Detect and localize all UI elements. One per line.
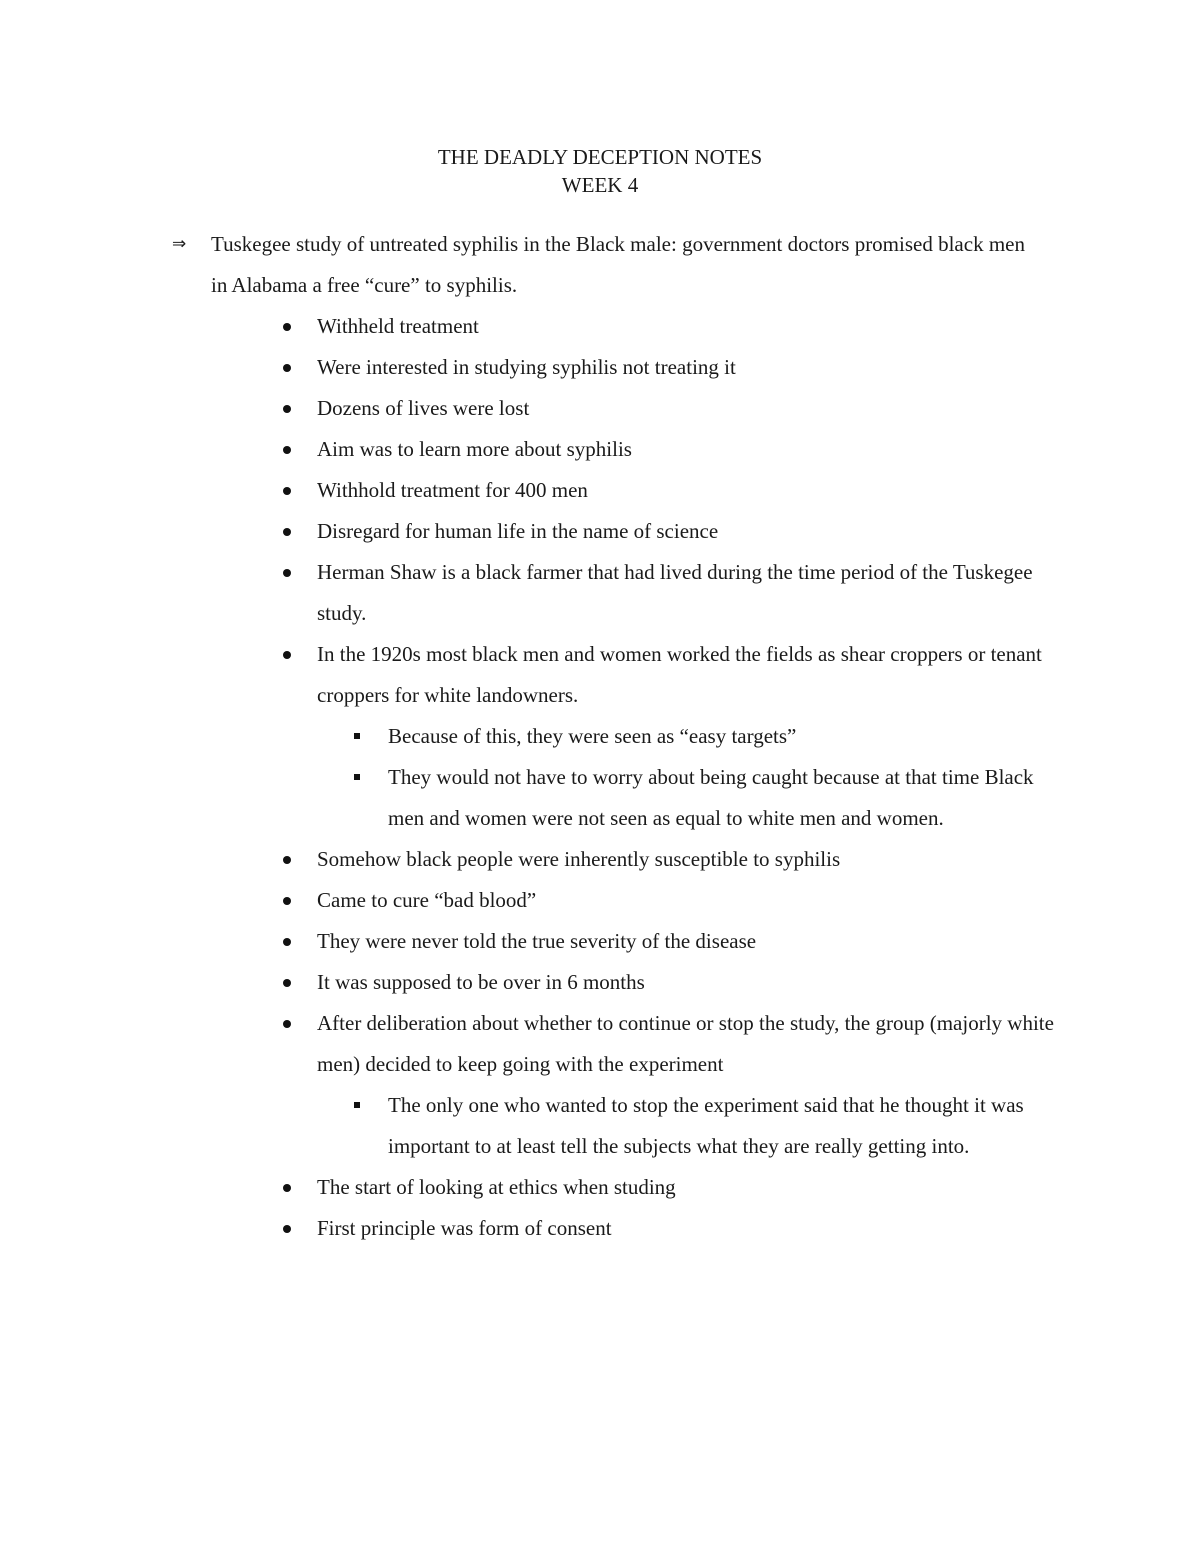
square-bullet-icon	[354, 1102, 360, 1108]
bullet-icon	[283, 528, 291, 536]
intro-item	[0, 224, 1031, 306]
sub-list-item	[0, 716, 1068, 757]
bullet-icon	[283, 446, 291, 454]
list-item-text: Withheld treatment	[317, 314, 479, 338]
list-item-text: Somehow black people were inherently susceptible to syphilis	[317, 847, 841, 871]
page-subtitle: WEEK 4	[561, 173, 639, 197]
list-item	[0, 1208, 1057, 1249]
list-item-text: After deliberation about whether to continue or stop the study, the group (majorly white men) decided to keep going with the experiment	[317, 1011, 1054, 1076]
list-item-text: First principle was form of consent	[317, 1216, 612, 1240]
bullet-icon	[283, 323, 291, 331]
bullet-icon	[283, 938, 291, 946]
bullet-icon	[283, 1020, 291, 1028]
list-item-text: Aim was to learn more about syphilis	[317, 437, 632, 461]
list-item-text: In the 1920s most black men and women worked the fields as shear croppers or tenant croppers for white landowners.	[317, 642, 1042, 707]
list-item	[0, 470, 1057, 511]
list-item-text: They were never told the true severity of the disease	[317, 929, 757, 953]
arrow-icon: ⇒	[172, 234, 187, 254]
bullet-icon	[283, 651, 291, 659]
list-item	[0, 880, 1057, 921]
list-item	[0, 634, 1057, 716]
notes-list	[0, 224, 1200, 1249]
list-item	[0, 429, 1057, 470]
square-bullet-icon	[354, 733, 360, 739]
intro-text: Tuskegee study of untreated syphilis in the Black male: government doctors promised black men in Alabama a free “cure” to syphilis.	[211, 232, 1025, 297]
list-item	[0, 552, 1057, 634]
bullet-icon	[283, 897, 291, 905]
sub-list-item-text: They would not have to worry about being caught because at that time Black men and women were not seen as equal to white men and women.	[388, 765, 1034, 830]
list-item	[0, 347, 1057, 388]
title-block	[0, 143, 1200, 199]
list-item-text: Dozens of lives were lost	[317, 396, 530, 420]
square-bullet-icon	[354, 774, 360, 780]
list-item-text: Came to cure “bad blood”	[317, 888, 537, 912]
bullet-icon	[283, 1184, 291, 1192]
bullet-icon	[283, 405, 291, 413]
list-item-text: Disregard for human life in the name of science	[317, 519, 719, 543]
list-item	[0, 962, 1057, 1003]
list-item-text: The start of looking at ethics when studing	[317, 1175, 676, 1199]
list-item-text: Withhold treatment for 400 men	[317, 478, 588, 502]
bullet-icon	[283, 487, 291, 495]
bullet-icon	[283, 856, 291, 864]
page-title: THE DEADLY DECEPTION NOTES	[437, 145, 763, 169]
list-item-text: Were interested in studying syphilis not treating it	[317, 355, 736, 379]
bullet-icon	[283, 569, 291, 577]
list-item	[0, 1167, 1057, 1208]
sub-list-item	[0, 1085, 1068, 1167]
list-item-text: Herman Shaw is a black farmer that had lived during the time period of the Tuskegee study.	[317, 560, 1033, 625]
list-item	[0, 388, 1057, 429]
list-item-text: It was supposed to be over in 6 months	[317, 970, 645, 994]
sub-list-item-text: The only one who wanted to stop the experiment said that he thought it was important to at least tell the subjects what they are really getting into.	[388, 1093, 1024, 1158]
bullet-icon	[283, 979, 291, 987]
list-item	[0, 839, 1057, 880]
bullet-icon	[283, 1225, 291, 1233]
sub-list-item-text: Because of this, they were seen as “easy targets”	[388, 724, 797, 748]
sub-list-item	[0, 757, 1068, 839]
list-item	[0, 306, 1057, 347]
bullet-icon	[283, 364, 291, 372]
list-item	[0, 511, 1057, 552]
list-item	[0, 1003, 1057, 1085]
list-item	[0, 921, 1057, 962]
